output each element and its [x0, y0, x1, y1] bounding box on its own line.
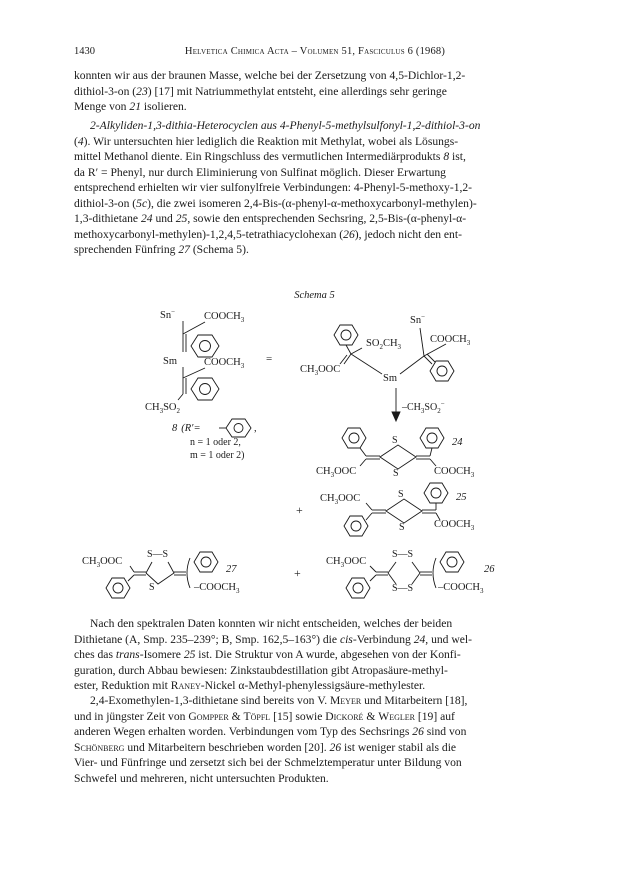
text-line: da R′ = Phenyl, nur durch Eliminierung von Sulfinat möglich. Dieser Erwartung: [74, 165, 446, 179]
phenyl-ring: [440, 552, 464, 572]
compound-26-structure: [326, 549, 495, 598]
text-line: Schönberg und Mitarbeitern beschrieben worden [20]. 26 ist weniger stabil als die: [74, 740, 457, 754]
svg-text:–CH3SO2−: $-CH_3SO_2^-$: [402, 400, 445, 415]
compound-ref: 25: [183, 648, 196, 661]
svg-text:Sm: Sm: [163, 356, 178, 367]
svg-text:–COOCH3: $-COOCH_3$: [438, 582, 484, 595]
text-line: Vier- und Fünfringe und zersetzt sich bei der Schmelztemperatur unter Bildung von: [74, 756, 462, 769]
text-line: konnten wir aus der braunen Masse, welche bei der Zersetzung von 4,5-Dichlor-1,2-: [74, 69, 466, 82]
phenyl-ring: [226, 419, 251, 437]
text-line: sprechenden Fünfring 27 (Schema 5).: [74, 243, 249, 256]
svg-text:S: S: [398, 489, 404, 500]
phenyl-ring: [420, 428, 444, 448]
text-line: 1,3-dithietane 24 und 25, sowie den entsprechenden Sechsring, 2,5-Bis-(α-phenyl-α-: [74, 212, 467, 225]
svg-text:S—S: S—S: [392, 549, 414, 560]
svg-text:S: S: [393, 468, 399, 479]
phenyl-ring: [334, 325, 358, 345]
svg-text:8(R′=: 8 (R′=: [172, 423, 201, 434]
svg-text:–COOCH3: $-COOCH_3$: [194, 582, 240, 595]
text-line: ches das trans-Isomere 25 ist. Die Struktur von A wurde, abgesehen von der Konfi-: [74, 648, 461, 661]
text-line: Nach den spektralen Daten konnten wir nicht entscheiden, welches der beiden: [90, 617, 453, 630]
compound-ref: 25: [175, 212, 188, 225]
phenyl-ring: [346, 578, 370, 598]
text-line: mittel Methanol diente. Ein Ringschluss des vermutlichen Intermediärprodukts 8 ist,: [74, 150, 466, 163]
text-line: methoxycarbonyl-methylen)-1,2,4,5-tetrathiacyclohexan (26), jedoch nicht den ent-: [74, 227, 462, 241]
svg-text:Sm: Sm: [383, 373, 398, 384]
phenyl-ring: [430, 361, 454, 381]
equals-sign: =: [266, 353, 273, 365]
phenyl-ring: [344, 516, 368, 536]
text-line: dithiol-3-on (5c), die zwei isomeren 2,4-Bis-(α-phenyl-α-methoxycarbonyl-methylen)-: [74, 196, 477, 210]
phenyl-ring: [194, 552, 218, 572]
svg-text:Sn−: Sn−: [410, 313, 426, 326]
svg-text:COOCH3: $COOCH_3$: [204, 311, 245, 324]
compound-label: 27: [226, 564, 237, 575]
compound-label: 24: [452, 437, 463, 448]
svg-text:COOCH3: $COOCH_3$: [204, 357, 245, 370]
compound-ref: 4: [77, 134, 84, 148]
svg-text:COOCH3: $COOCH_3$: [430, 334, 471, 347]
svg-text:SO2CH3: $SO_2CH_3$: [366, 338, 402, 351]
compound-label: 26: [484, 564, 495, 575]
svg-text:S: S: [392, 435, 398, 446]
phenyl-ring: [191, 335, 219, 357]
phenyl-ring: [424, 483, 448, 503]
phenyl-ring: [191, 378, 219, 400]
compound-ref: 5c: [136, 196, 148, 210]
svg-text:m = 1 oder 2): m = 1 oder 2): [190, 450, 245, 461]
text-line: Schwefel und mehreren, nicht untersuchten Produkten.: [74, 771, 329, 785]
svg-text:CH3SO2: $CH_3SO_2$: [145, 402, 181, 415]
svg-text:S: S: [149, 582, 155, 593]
phenyl-ring: [342, 428, 366, 448]
plus-sign: +: [296, 503, 303, 517]
phenyl-ring: [106, 578, 130, 598]
paragraph-1: [74, 68, 556, 115]
compound-label: 25: [456, 492, 467, 503]
text-line: 2,4-Exomethylen-1,3-dithietane sind bereits von V. Meyer und Mitarbeitern [18],: [90, 694, 468, 707]
svg-text:S: S: [399, 522, 405, 533]
schema-title: Schema 5: [294, 290, 335, 301]
svg-text:CH3OOC: $CH_3OOC$: [82, 556, 123, 569]
svg-text:S—S: S—S: [147, 549, 169, 560]
text-line: entsprechend erhielten wir vier sulfonylfreie Verbindungen: 4-Phenyl-5-methoxy-1,2-: [74, 181, 473, 194]
text-line: [74, 118, 556, 134]
compound-ref: 26: [329, 740, 342, 754]
text-line: Menge von 21 isolieren.: [74, 100, 187, 113]
compound-ref: 26: [343, 227, 355, 241]
paragraph-3: [74, 616, 556, 694]
compound-ref: 27: [178, 243, 190, 256]
compound-ref: 23: [136, 84, 148, 98]
plus-sign: +: [294, 566, 301, 580]
intermediate-left-structure: [145, 308, 257, 461]
compound-27-structure: [82, 549, 240, 598]
paragraph-4: [74, 693, 556, 786]
svg-text:COOCH3: $COOCH_3$: [434, 466, 475, 479]
text-line: und in jüngster Zeit von Gompper & Töpfl [15] sowie Dickoré & Wegler [19] auf: [74, 709, 455, 723]
svg-text:,: ,: [254, 423, 257, 434]
text-line: ester, Reduktion mit Raney-Nickel α-Methyl-phenylessigsäure-methylester.: [74, 679, 426, 692]
svg-text:S—S: S—S: [392, 583, 414, 594]
compound-ref: 24: [140, 212, 153, 225]
compound-ref: 8: [443, 150, 450, 163]
svg-text:Sn−: Sn−: [160, 308, 176, 321]
compound-25-structure: [320, 483, 475, 536]
compound-ref: 21: [129, 100, 141, 113]
svg-text:CH3OOC: $CH_3OOC$: [316, 466, 357, 479]
paragraph-2: [74, 118, 556, 258]
intermediate-right-structure: [300, 313, 471, 384]
section-heading: 2-Alkyliden-1,3-dithia-Heterocyclen aus 4-Phenyl-5-methylsulfonyl-1,2-dithiol-3-on: [90, 119, 481, 132]
running-title: Helvetica Chimica Acta – Volumen 51, Fasciculus 6 (1968): [184, 46, 446, 57]
compound-ref: 24: [413, 632, 426, 646]
svg-text:CH3OOC: $CH_3OOC$: [300, 364, 341, 377]
text-line: (4). Wir untersuchten hier lediglich die Reaktion mit Methylat, wobei als Lösungs-: [74, 134, 459, 148]
svg-text:CH3OOC: $CH_3OOC$: [320, 493, 361, 506]
text-line: dithiol-3-on (23) [17] mit Natriummethylat entsteht, eine allerdings sehr geringe: [74, 84, 447, 98]
scheme-drawing: [0, 300, 629, 600]
svg-text:COOCH3: $COOCH_3$: [434, 519, 475, 532]
text-line: guration, durch Abbau bewiesen: Zinkstaubdestillation gibt Atropasäure-methyl-: [74, 663, 448, 677]
page-header: [74, 46, 556, 60]
text-line: anderen Wegen erhalten worden. Verbindungen vom Typ des Sechsrings 26 sind von: [74, 725, 467, 738]
reaction-scheme: [0, 300, 629, 600]
compound-24-structure: [316, 428, 475, 479]
reaction-arrow: [392, 388, 445, 421]
svg-text:n = 1 oder 2,: n = 1 oder 2,: [190, 437, 241, 448]
compound-ref: 26: [412, 725, 424, 738]
text-line: Dithietane (A, Smp. 235–239°; B, Smp. 162,5–163°) die cis-Verbindung 24, und wel-: [74, 632, 472, 646]
page-number: 1430: [74, 46, 95, 57]
svg-text:CH3OOC: $CH_3OOC$: [326, 556, 367, 569]
